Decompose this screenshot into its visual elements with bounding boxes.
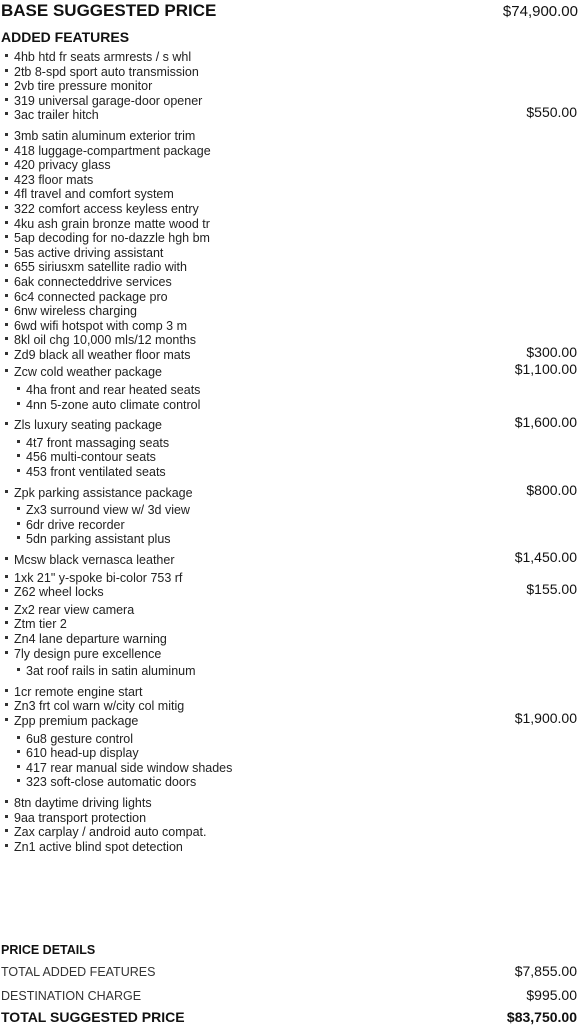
feature-label: Zcw cold weather package — [14, 365, 162, 380]
feature-label: Zax carplay / android auto compat. — [14, 825, 207, 840]
feature-label: Zx3 surround view w/ 3d view — [26, 503, 190, 518]
feature-label: Zd9 black all weather floor mats — [14, 347, 191, 362]
feature-label: Zls luxury seating package — [14, 418, 162, 433]
feature-label: 6nw wireless charging — [14, 304, 137, 319]
total-suggested-price-value: $83,750.00 — [506, 1009, 577, 1025]
feature-label: 4hb htd fr seats armrests / s whl — [14, 50, 192, 64]
feature-item — [0, 685, 579, 700]
feature-label: 4ha front and rear heated seats — [26, 383, 201, 398]
feature-item — [0, 581, 579, 600]
feature-item — [0, 173, 579, 188]
feature-item — [0, 79, 579, 94]
feature-price: $1,600.00 — [514, 414, 577, 431]
price-details-title: PRICE DETAILS — [1, 943, 96, 957]
feature-label: 418 luggage-compartment package — [14, 143, 211, 158]
feature-label: 2tb 8-spd sport auto transmission — [14, 64, 199, 79]
feature-item — [0, 187, 579, 202]
feature-item — [0, 94, 579, 109]
total-added-features-label: TOTAL ADDED FEATURES — [1, 965, 156, 979]
feature-label: 6wd wifi hotspot with comp 3 m — [14, 318, 187, 333]
feature-label: Zpp premium package — [14, 713, 139, 728]
feature-label: 3mb satin aluminum exterior trim — [14, 128, 196, 143]
feature-item — [0, 617, 579, 632]
feature-price: $300.00 — [526, 343, 577, 360]
sub-feature-item — [0, 398, 579, 413]
base-price-value: $74,900.00 — [502, 3, 578, 20]
feature-item — [0, 811, 579, 826]
feature-label: Zpk parking assistance package — [14, 485, 193, 500]
feature-item — [0, 481, 579, 501]
feature-item — [0, 50, 579, 65]
feature-item — [0, 304, 579, 319]
total-suggested-price-label: TOTAL SUGGESTED PRICE — [1, 1009, 185, 1025]
sub-feature-item — [0, 746, 579, 761]
feature-label: 5dn parking assistant plus — [26, 532, 171, 547]
feature-label: 456 multi-contour seats — [26, 450, 156, 465]
feature-item — [0, 260, 579, 275]
feature-label: Zn1 active blind spot detection — [14, 839, 183, 854]
feature-label: 4t7 front massaging seats — [26, 435, 170, 450]
sub-feature-item — [0, 532, 579, 547]
feature-label: 3at roof rails in satin aluminum — [26, 664, 196, 679]
destination-charge-value: $995.00 — [526, 987, 577, 1003]
feature-price: $1,900.00 — [514, 709, 577, 726]
feature-label: 6c4 connected package pro — [14, 289, 168, 304]
sub-feature-item — [0, 436, 579, 451]
feature-label: 8kl oil chg 10,000 mls/12 months — [14, 333, 197, 348]
feature-label: 8tn daytime driving lights — [14, 795, 152, 810]
added-features-title: ADDED FEATURES — [1, 29, 130, 45]
feature-item — [0, 104, 579, 123]
feature-label: Ztm tier 2 — [14, 617, 67, 632]
feature-label: 417 rear manual side window shades — [26, 760, 233, 775]
feature-label: Zx2 rear view camera — [14, 602, 135, 617]
feature-label: 420 privacy glass — [14, 158, 111, 173]
feature-label: 5ap decoding for no-dazzle hgh bm — [14, 231, 210, 246]
feature-label: 319 universal garage-door opener — [14, 93, 203, 108]
total-added-features-value: $7,855.00 — [514, 963, 577, 979]
sub-feature-item — [0, 518, 579, 533]
feature-price: $1,450.00 — [514, 549, 577, 565]
feature-item — [0, 246, 579, 261]
feature-item — [0, 414, 579, 433]
feature-label: 1xk 21" y-spoke bi-color 753 rf — [14, 570, 183, 585]
total-suggested-price-row — [1, 1009, 577, 1025]
feature-label: 6ak connecteddrive services — [14, 274, 172, 289]
feature-item — [0, 603, 579, 618]
feature-item — [0, 319, 579, 334]
feature-price: $550.00 — [526, 104, 577, 121]
feature-item — [0, 144, 579, 159]
feature-label: 323 soft-close automatic doors — [26, 775, 197, 790]
feature-item — [0, 129, 579, 144]
feature-item — [0, 796, 579, 811]
sub-feature-item — [0, 664, 579, 679]
feature-item — [0, 65, 579, 80]
sub-feature-item — [0, 450, 579, 465]
feature-label: Zn3 frt col warn w/city col mitig — [14, 699, 185, 714]
feature-list — [0, 50, 579, 854]
feature-item — [0, 217, 579, 232]
feature-label: 610 head-up display — [26, 746, 139, 761]
feature-label: Mcsw black vernasca leather — [14, 553, 175, 567]
feature-label: 5as active driving assistant — [14, 245, 164, 260]
feature-price: $800.00 — [526, 481, 577, 498]
feature-label: 453 front ventilated seats — [26, 465, 166, 480]
feature-label: 423 floor mats — [14, 172, 94, 187]
feature-item — [0, 709, 579, 729]
sub-feature-item — [0, 761, 579, 776]
sub-feature-item — [0, 775, 579, 790]
feature-item — [0, 361, 579, 380]
destination-charge-row — [1, 987, 577, 1003]
feature-label: 4fl travel and comfort system — [14, 187, 174, 202]
base-price-row — [0, 1, 579, 21]
feature-item — [0, 647, 579, 662]
sub-feature-item — [0, 465, 579, 480]
feature-item — [0, 840, 579, 855]
sub-feature-item — [0, 503, 579, 518]
total-added-features-row — [1, 963, 577, 979]
feature-label: 322 comfort access keyless entry — [14, 201, 199, 216]
sub-feature-item — [0, 383, 579, 398]
feature-item — [0, 333, 579, 348]
feature-item — [0, 825, 579, 840]
feature-label: 3ac trailer hitch — [14, 108, 99, 123]
base-price-label: BASE SUGGESTED PRICE — [1, 1, 217, 20]
feature-label: 6u8 gesture control — [26, 731, 134, 746]
feature-label: 6dr drive recorder — [26, 517, 125, 532]
sub-feature-item — [0, 732, 579, 747]
feature-label: 9aa transport protection — [14, 810, 147, 825]
feature-price: $155.00 — [526, 581, 577, 598]
feature-label: 4ku ash grain bronze matte wood tr — [14, 216, 210, 231]
feature-item — [0, 231, 579, 246]
feature-item — [0, 290, 579, 305]
feature-label: 2vb tire pressure monitor — [14, 79, 153, 94]
feature-item — [0, 699, 579, 714]
feature-label: 4nn 5-zone auto climate control — [26, 397, 201, 412]
feature-item — [0, 549, 579, 568]
feature-item — [0, 632, 579, 647]
feature-item — [0, 158, 579, 173]
feature-item — [0, 275, 579, 290]
feature-label: Z62 wheel locks — [14, 585, 104, 600]
feature-item — [0, 343, 579, 363]
feature-label: 655 siriusxm satellite radio with — [14, 260, 187, 275]
feature-label: Zn4 lane departure warning — [14, 631, 167, 646]
feature-price: $1,100.00 — [514, 361, 577, 378]
feature-label: 1cr remote engine start — [14, 684, 143, 699]
destination-charge-label: DESTINATION CHARGE — [1, 989, 142, 1003]
feature-item — [0, 202, 579, 217]
feature-item — [0, 571, 579, 586]
feature-label: 7ly design pure excellence — [14, 646, 162, 661]
